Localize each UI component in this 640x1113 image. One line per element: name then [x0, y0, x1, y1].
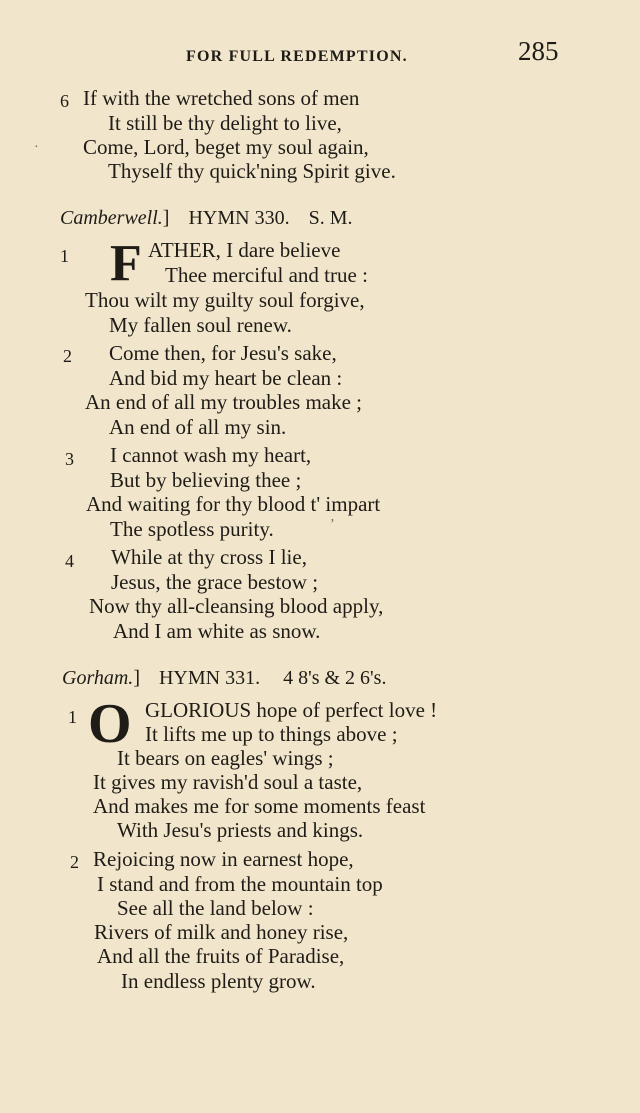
- verse-line: It gives my ravish'd soul a taste,: [93, 770, 363, 794]
- verse-line: I cannot wash my heart,: [110, 443, 312, 467]
- hymn-heading: [60, 208, 352, 228]
- running-head: FOR FULL REDEMPTION.: [186, 48, 408, 65]
- verse-line: And makes me for some moments feast: [93, 794, 426, 818]
- hymn-heading: [62, 668, 386, 688]
- verse-line: Rivers of milk and honey rise,: [94, 920, 349, 944]
- bracket: ]: [162, 207, 170, 229]
- verse-number: 1: [68, 707, 77, 727]
- verse-line: It still be thy delight to live,: [108, 111, 342, 135]
- verse-line: And waiting for thy blood t' impart: [86, 492, 381, 516]
- verse-line: It lifts me up to things above ;: [145, 722, 398, 746]
- hymn-meter: S. M.: [308, 207, 353, 229]
- hymn-title: HYMN 330.: [188, 207, 290, 229]
- verse-line: The spotless purity.: [110, 517, 274, 541]
- verse-line: Come then, for Jesu's sake,: [109, 341, 337, 365]
- verse-line: An end of all my sin.: [109, 415, 287, 439]
- verse-line: Thou wilt my guilty soul forgive,: [85, 288, 365, 312]
- verse-line: My fallen soul renew.: [109, 313, 292, 337]
- verse-line: I stand and from the mountain top: [97, 872, 383, 896]
- verse-line: Come, Lord, beget my soul again,: [83, 135, 369, 159]
- verse-line: GLORIOUS hope of perfect love !: [145, 698, 438, 722]
- verse-number: 1: [60, 246, 69, 266]
- verse-line: Rejoicing now in earnest hope,: [93, 847, 354, 871]
- verse-line: It bears on eagles' wings ;: [117, 746, 334, 770]
- verse-line: ATHER, I dare believe: [148, 238, 341, 262]
- hymn-title: HYMN 331.: [158, 667, 261, 689]
- verse-line: An end of all my troubles make ;: [85, 390, 363, 414]
- verse-line: Now thy all-cleansing blood apply,: [89, 594, 384, 618]
- tune-name: Camberwell.: [60, 207, 163, 229]
- verse-line: Thee merciful and true :: [165, 263, 368, 287]
- ink-mark: ’: [330, 517, 335, 532]
- verse-line: Thyself thy quick'ning Spirit give.: [108, 159, 396, 183]
- verse-line: With Jesu's priests and kings.: [117, 818, 364, 842]
- drop-cap: O: [88, 693, 132, 755]
- drop-cap: F: [110, 235, 142, 292]
- verse-number: 3: [65, 449, 74, 469]
- tune-name: Gorham.: [62, 667, 134, 689]
- verse-line: Jesus, the grace bestow ;: [111, 570, 319, 594]
- verse-line: And all the fruits of Paradise,: [97, 944, 345, 968]
- bracket: ]: [133, 667, 140, 689]
- verse-line: In endless plenty grow.: [121, 969, 316, 993]
- verse-line: While at thy cross I lie,: [111, 545, 307, 569]
- verse-line: See all the land below :: [117, 896, 314, 920]
- verse-line: If with the wretched sons of men: [83, 86, 360, 110]
- verse-number: 4: [65, 551, 74, 571]
- verse-line: But by believing thee ;: [110, 468, 302, 492]
- page-number: 285: [518, 36, 559, 66]
- verse-line: And I am white as snow.: [113, 619, 321, 643]
- verse-line: And bid my heart be clean :: [109, 366, 343, 390]
- verse-number: 6: [60, 91, 69, 111]
- verse-number: 2: [63, 346, 72, 366]
- verse-number: 2: [70, 852, 79, 872]
- hymn-meter: 4 8's & 2 6's.: [283, 667, 387, 689]
- ink-mark: ·: [34, 140, 39, 155]
